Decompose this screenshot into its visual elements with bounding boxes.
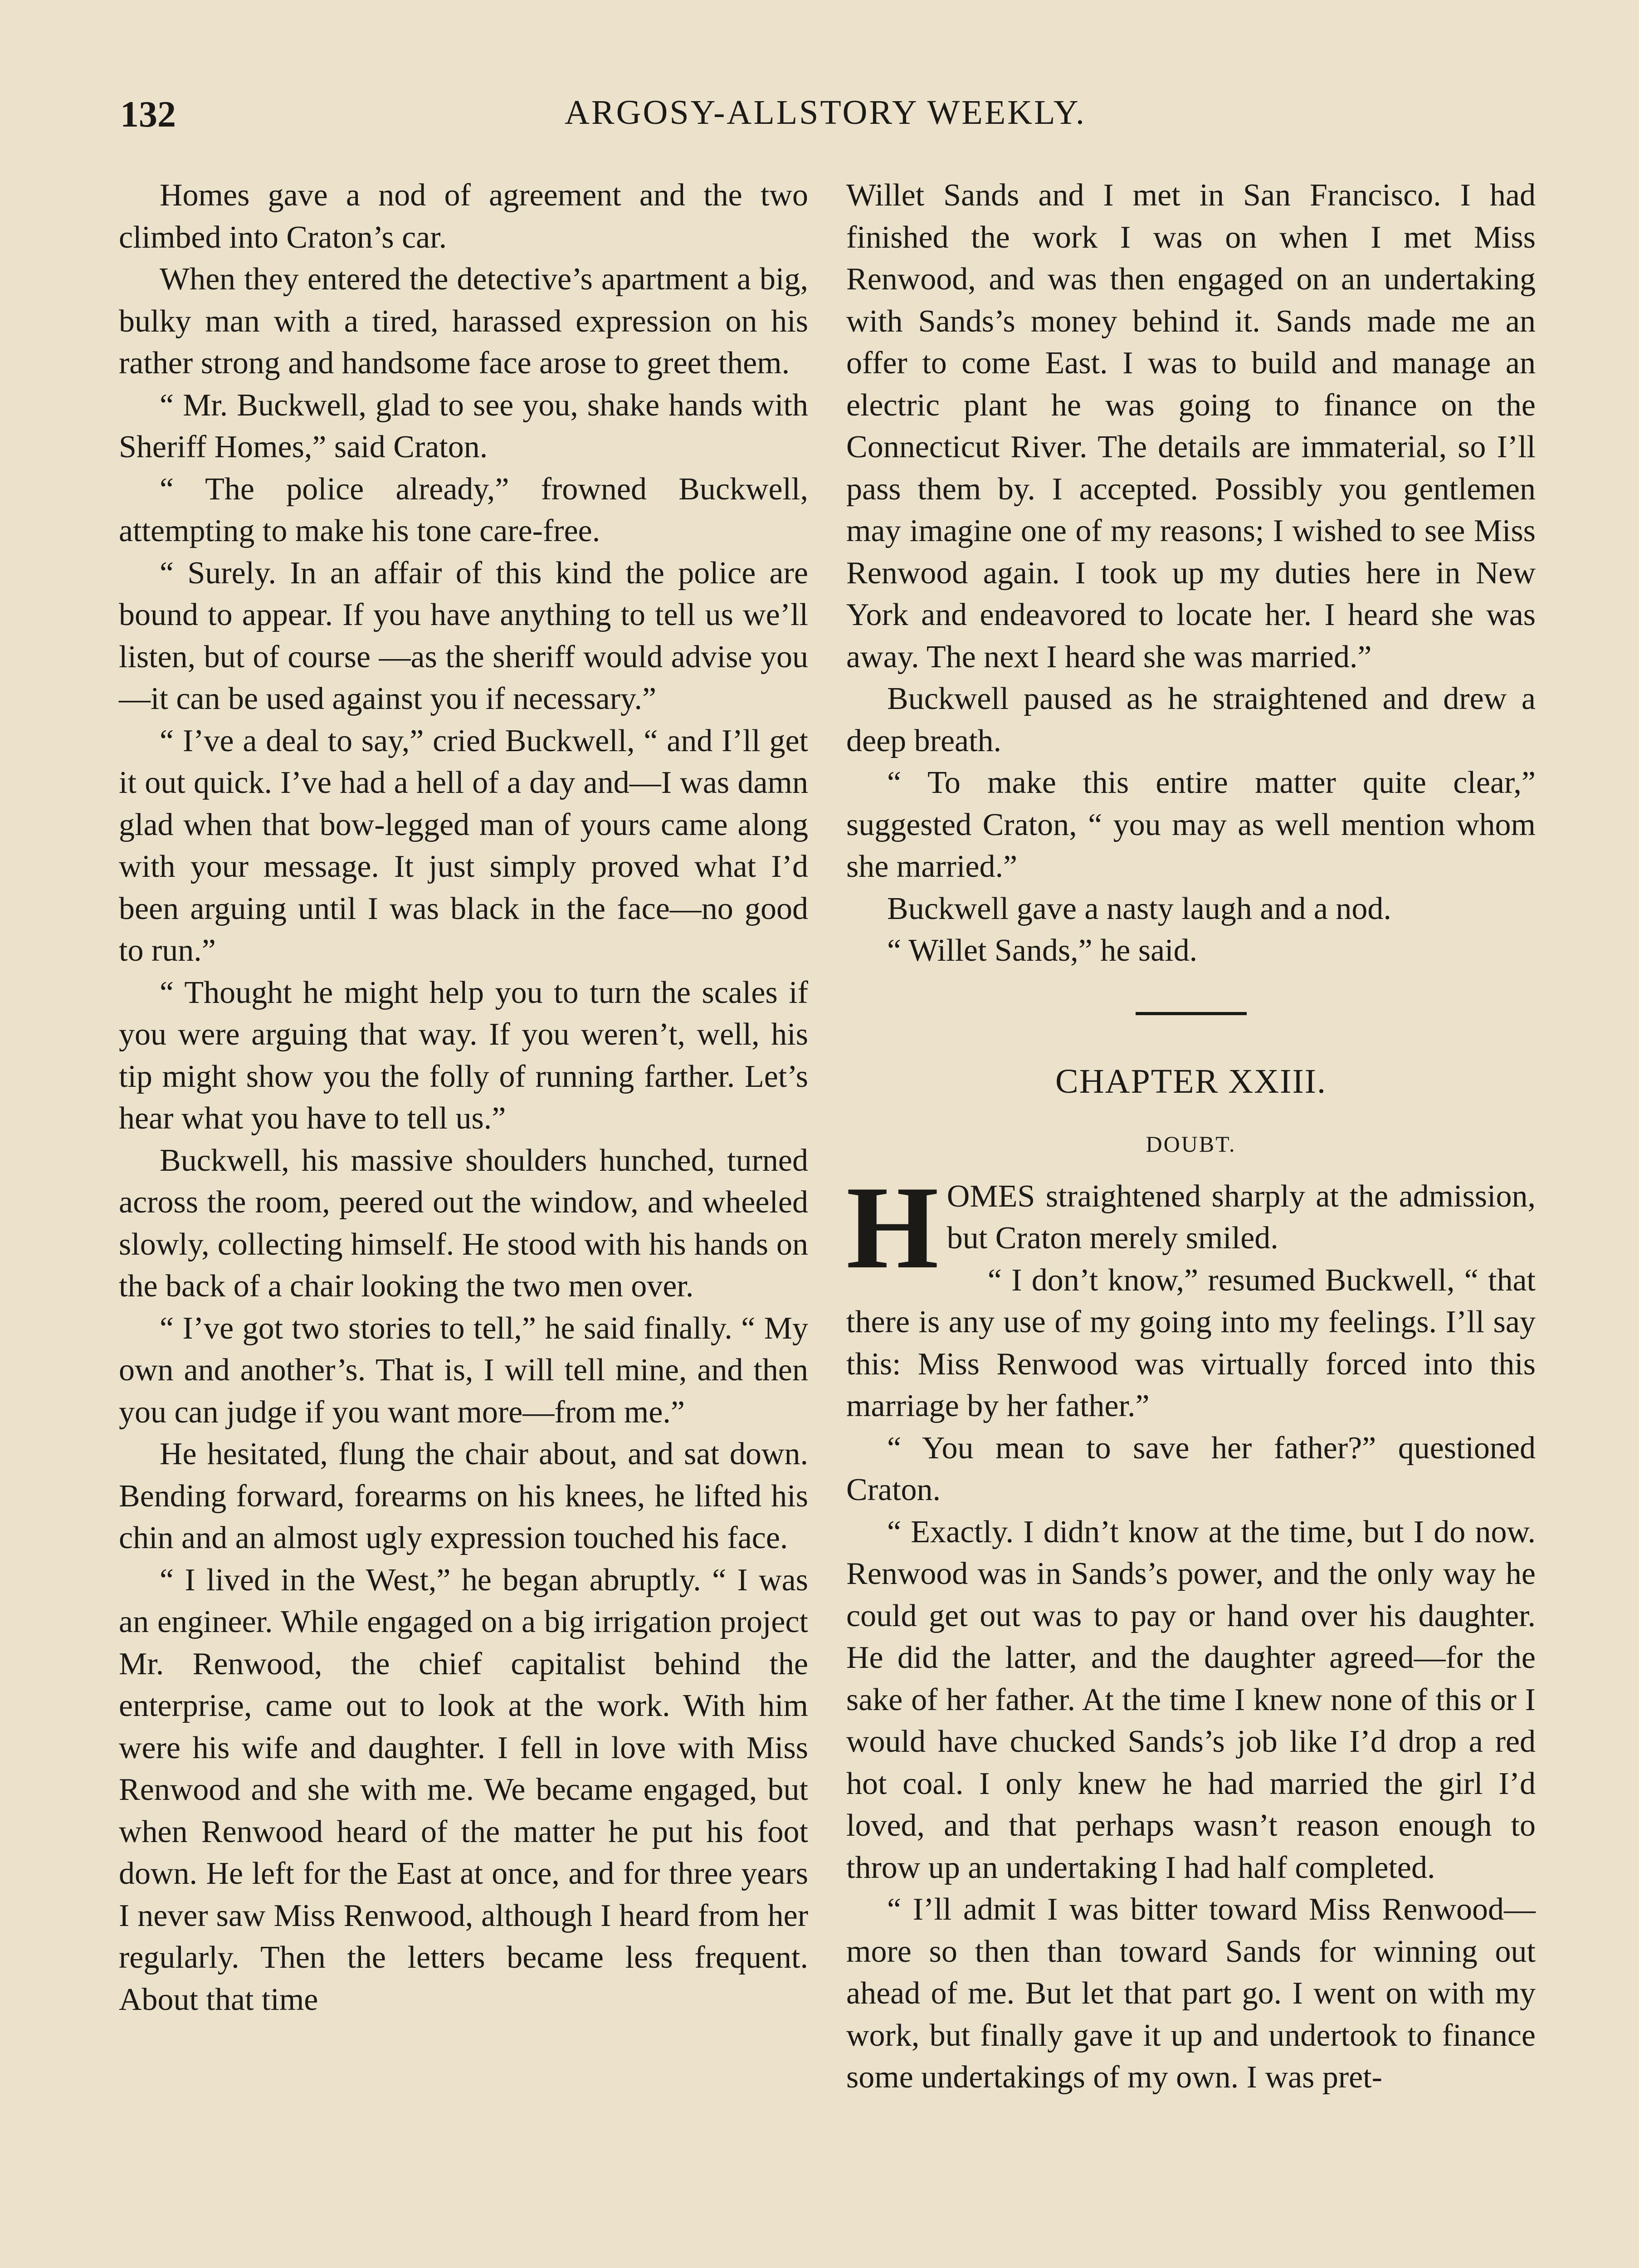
paragraph: “ Willet Sands,” he said. xyxy=(887,933,1198,968)
paragraph: He hesitated, flung the chair about, and sat down. Bending forward, forearms on his knees, he lifted his chin and an almost ugly expression touched his face. xyxy=(119,1437,808,1555)
drop-cap: H xyxy=(846,1161,939,1293)
chapter-opening-paragraph xyxy=(846,1161,1536,1293)
paragraph: Homes gave a nod of agreement and the two climbed into Craton’s car. xyxy=(119,178,808,255)
page-number: 132 xyxy=(120,93,176,135)
paragraph: “ I’ll admit I was bitter toward Miss Renwood—more so then than toward Sands for winning out ahead of me. But let that part go. I went on with my work, but finally gave it up and undertook to finance some undertakings of my own. I was pret- xyxy=(846,1892,1536,2095)
paragraph: “ Surely. In an affair of this kind the police are bound to appear. If you have anything to tell us we’ll listen, but of course —as the sheriff would advise you—it can be used against you if necessary.” xyxy=(119,555,808,716)
chapter-subtitle: DOUBT. xyxy=(1146,1131,1236,1157)
right-column xyxy=(846,175,1536,2099)
paragraph: “ Mr. Buckwell, glad to see you, shake hands with Sheriff Homes,” said Craton. xyxy=(119,387,808,464)
paragraph: “ I’ve got two stories to tell,” he said finally. “ My own and another’s. That is, I will tell mine, and then you can judge if you want more—from me.” xyxy=(119,1310,808,1430)
paragraph-continued: Willet Sands and I met in San Francisco. I had finished the work I was on when I met Miss Renwood, and was then engaged on an undertaking with Sands’s money behind it. Sands made me an offer to come East. I was to build and manage an electric plant he was going to finance on the Connecticut River. The details are immaterial, so I’ll pass them by. I accepted. Possibly you gentlemen may imagine one of my reasons; I wished to see Miss Renwood again. I took up my duties here in New York and endeavored to locate her. I heard she was away. The next I heard she was married.” xyxy=(846,178,1536,675)
paragraph: “ Exactly. I didn’t know at the time, but I do now. Renwood was in Sands’s power, and the only way he could get out was to pay or hand over his daughter. He did the latter, and the daughter agreed—for the sake of her father. At the time I knew none of this or I would have chucked Sands’s job like I’d drop a red hot coal. I only knew he had married the girl I’d loved, and that perhaps wasn’t reason enough to throw up an undertaking I had half completed. xyxy=(846,1514,1536,1885)
paragraph: “ Thought he might help you to turn the scales if you were arguing that way. If you weren’t, well, his tip might show you the folly of running farther. Let’s hear what you have to tell us.” xyxy=(119,975,808,1136)
chapter-title: CHAPTER XXIII. xyxy=(1055,1062,1327,1100)
section-divider xyxy=(1136,1012,1247,1015)
paragraph: “ The police already,” frowned Buckwell, attempting to make his tone care-free. xyxy=(119,471,808,548)
paragraph: “ I don’t know,” resumed Buckwell, “ that there is any use of my going into my feelings. I’ll say this: Miss Renwood was virtually forced into this marriage by her father.” xyxy=(846,1262,1536,1423)
paragraph: Buckwell gave a nasty laugh and a nod. xyxy=(887,891,1391,926)
opening-text: OMES straightened sharply at the admission, but Craton merely smiled. xyxy=(946,1178,1536,1256)
paragraph: “ To make this entire matter quite clear,” suggested Craton, “ you may as well mention whom she married.” xyxy=(846,765,1536,884)
paragraph: “ I’ve a deal to say,” cried Buckwell, “ and I’ll get it out quick. I’ve had a hell of a day and—I was damn glad when that bow-legged man of yours came along with your message. It just simply proved what I’d been arguing until I was black in the face—no good to run.” xyxy=(119,723,808,968)
paragraph: “ You mean to save her father?” questioned Craton. xyxy=(846,1430,1536,1507)
paragraph: Buckwell, his massive shoulders hunched, turned across the room, peered out the window, and wheeled slowly, collecting himself. He stood with his hands on the back of a chair looking the two men over. xyxy=(119,1143,808,1304)
paragraph: When they entered the detective’s apartment a big, bulky man with a tired, harassed expression on his rather strong and handsome face arose to greet them. xyxy=(119,262,808,381)
running-head: ARGOSY-ALLSTORY WEEKLY. xyxy=(565,93,1086,132)
paragraph: Buckwell paused as he straightened and drew a deep breath. xyxy=(846,681,1536,758)
left-column xyxy=(119,175,808,2021)
paragraph: “ I lived in the West,” he began abruptly. “ I was an engineer. While engaged on a big irrigation project Mr. Renwood, the chief capitalist behind the enterprise, came out to look at the work. With him were his wife and daughter. I fell in love with Miss Renwood and she with me. We became engaged, but when Renwood heard of the matter he put his foot down. He left for the East at once, and for three years I never saw Miss Renwood, although I heard from her regularly. Then the letters became less frequent. About that time xyxy=(119,1562,808,2017)
page-header xyxy=(120,93,1531,138)
